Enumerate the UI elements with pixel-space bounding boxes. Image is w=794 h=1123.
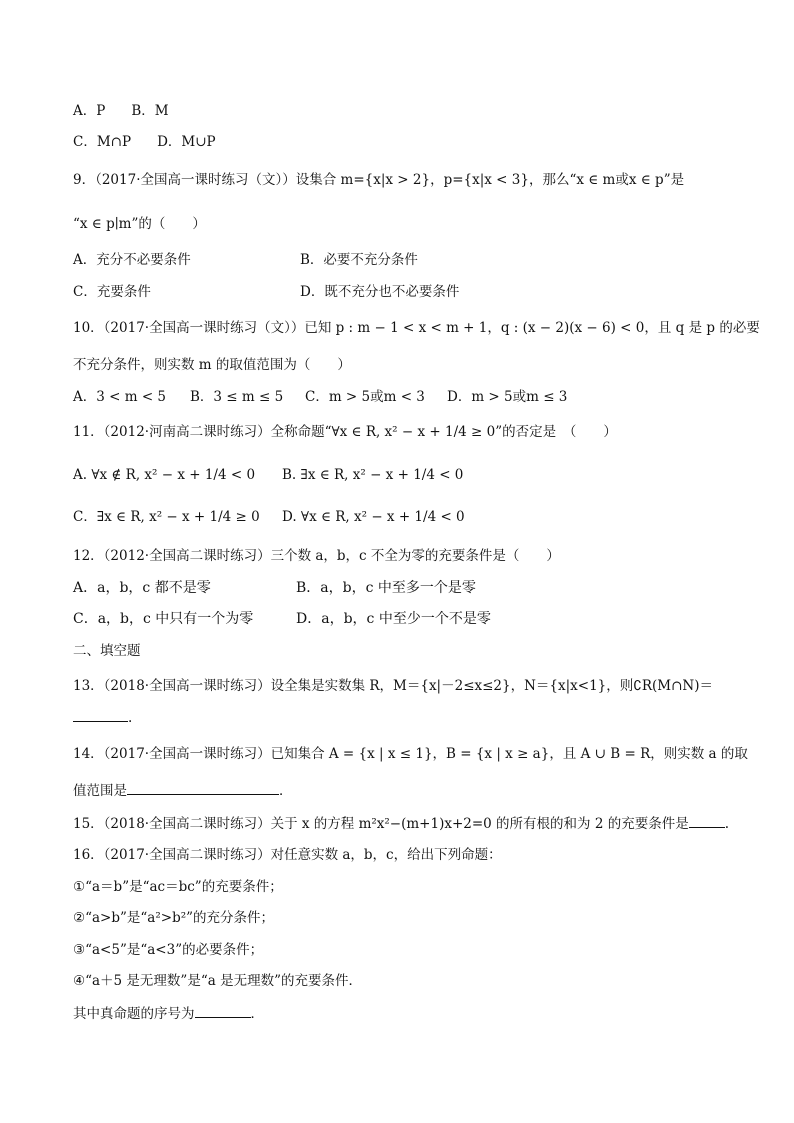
q13-stem: 13．（2018·全国高一课时练习）设全集是实数集 R，M＝{x|－2≤x≤2}，N＝{x|x<1}，则∁R(M∩N)＝ bbox=[73, 678, 714, 694]
q12-option-b: B．a，b，c 中至多一个是零 bbox=[296, 580, 476, 596]
q11-option-d: D. ∀x ∈ R, x² − x + 1/4 < 0 bbox=[282, 509, 465, 525]
q9-option-a: A．充分不必要条件 bbox=[73, 252, 191, 268]
q12-option-a: A．a，b，c 都不是零 bbox=[73, 580, 211, 596]
q16-question-line: 其中真命题的序号为 ． bbox=[73, 1003, 264, 1024]
q11-option-a: A. ∀x ∉ R, x² − x + 1/4 < 0 bbox=[73, 467, 256, 483]
q12-stem: 12．（2012·全国高二课时练习）三个数 a，b，c 不全为零的充要条件是（ ） bbox=[73, 548, 560, 564]
q8-options-row-2 bbox=[73, 132, 216, 152]
q10-stem-line-2: 不充分条件，则实数 m 的取值范围为（ ） bbox=[73, 357, 351, 373]
q8-options-row-1 bbox=[73, 101, 169, 121]
q12-option-c: C．a，b，c 中只有一个为零 bbox=[73, 611, 254, 627]
q16-proposition-2: ②“a>b”是“a²>b²”的充分条件； bbox=[73, 910, 275, 926]
q9-option-d: D．既不充分也不必要条件 bbox=[300, 284, 460, 300]
q12-option-d: D．a，b，c 中至少一个不是零 bbox=[296, 611, 491, 627]
q14-answer-blank[interactable] bbox=[127, 780, 279, 795]
q9-option-c: C．充要条件 bbox=[73, 284, 151, 300]
q8-option-b: B．M bbox=[131, 103, 169, 119]
q8-option-a: A．P bbox=[73, 103, 106, 119]
q10-option-c: C．m > 5或m < 3 bbox=[305, 389, 425, 405]
q11-option-c: C．∃x ∈ R, x² − x + 1/4 ≥ 0 bbox=[73, 509, 260, 525]
q13-answer-blank[interactable] bbox=[73, 707, 128, 722]
q9-stem-line-2: “x ∈ p∣m”的（ ） bbox=[73, 216, 206, 232]
q10-option-a: A．3 < m < 5 bbox=[73, 389, 167, 405]
q15-stem: 15．（2018·全国高二课时练习）关于 x 的方程 m²x²−(m+1)x+2=0 的所有根的和为 2 的充要条件是 . bbox=[73, 813, 729, 834]
q13-answer-line: . bbox=[73, 707, 132, 728]
q10-stem-line-1: 10．（2017·全国高一课时练习（文））已知 p : m − 1 < x < m + 1，q : (x − 2)(x − 6) < 0，且 q 是 p 的必要 bbox=[73, 320, 760, 336]
section-heading: 二、填空题 bbox=[73, 643, 141, 659]
q16-stem: 16．（2017·全国高二课时练习）对任意实数 a，b，c，给出下列命题： bbox=[73, 847, 502, 863]
q10-option-b: B．3 ≤ m ≤ 5 bbox=[190, 389, 284, 405]
q8-option-c: C．M∩P bbox=[73, 134, 132, 150]
q16-proposition-3: ③“a<5”是“a<3”的必要条件； bbox=[73, 942, 264, 958]
q8-option-d: D．M∪P bbox=[157, 134, 216, 150]
q11-stem: 11．（2012·河南高二课时练习）全称命题“∀x ∈ R, x² − x + 1/4 ≥ 0”的否定是 （ ） bbox=[73, 424, 617, 440]
q9-option-b: B．必要不充分条件 bbox=[300, 252, 418, 268]
q10-option-d: D．m > 5或m ≤ 3 bbox=[447, 389, 568, 405]
q15-answer-blank[interactable] bbox=[689, 813, 725, 828]
q14-stem-line-2: 值范围是 ． bbox=[73, 780, 293, 801]
q16-proposition-1: ①“a＝b”是“ac＝bc”的充要条件； bbox=[73, 879, 283, 895]
q9-stem-line-1: 9．（2017·全国高一课时练习（文））设集合 m={x|x > 2}，p={x|x < 3}，那么“x ∈ m或x ∈ p”是 bbox=[73, 172, 685, 188]
q16-answer-blank[interactable] bbox=[195, 1003, 251, 1018]
q14-stem-line-1: 14．（2017·全国高一课时练习）已知集合 A = {x | x ≤ 1}，B = {x | x ≥ a}，且 A ∪ B = R，则实数 a 的取 bbox=[73, 746, 748, 762]
q11-option-b: B. ∃x ∈ R, x² − x + 1/4 < 0 bbox=[282, 467, 464, 483]
q16-proposition-4: ④“a＋5 是无理数”是“a 是无理数”的充要条件． bbox=[73, 973, 362, 989]
